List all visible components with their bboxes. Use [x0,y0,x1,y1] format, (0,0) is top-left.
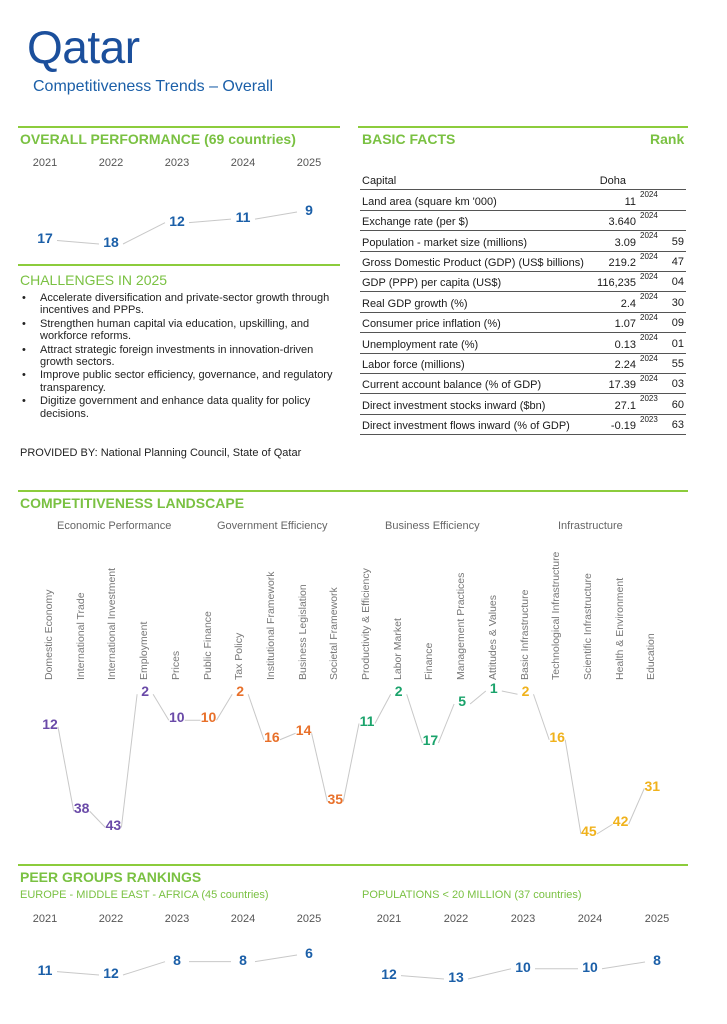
fact-value: 17.39 [608,379,636,392]
factor-label: Tax Policy [233,632,246,680]
fact-row [360,272,686,292]
fact-label: Direct investment stocks inward ($bn) [362,399,546,412]
fact-label: Direct investment flows inward (% of GDP) [362,420,570,433]
year-label: 2025 [644,913,670,925]
factor-rank: 5 [458,693,466,709]
fact-rank: 04 [671,276,684,289]
fact-label: Unemployment rate (%) [362,338,479,351]
trend-connector [123,962,165,975]
year-label: 2021 [376,913,402,925]
factor-label: Public Finance [201,611,214,680]
fact-year: 2024 [640,374,658,383]
challenge-item: • Accelerate diversification and private-sector growth through incentives and PPPs. [20,292,340,317]
factor-label: Societal Framework [328,587,341,680]
factor-label: Labor Market [391,618,404,680]
fact-label: Real GDP growth (%) [362,297,468,310]
rank-value: 11 [235,209,251,226]
factor-rank: 31 [644,777,661,794]
fact-row [360,211,686,231]
rank-value: 6 [305,945,313,961]
factor-rank: 45 [581,823,597,839]
rank-value: 11 [37,961,53,978]
fact-row [360,231,686,251]
rank-value: 9 [305,202,313,218]
factor-rank: 2 [394,683,403,700]
factor-rank: 2 [236,683,245,700]
factor-label: Productivity & Efficiency [360,568,372,680]
fact-label: Land area (square km '000) [362,195,497,208]
pillar-label: Economic Performance [57,520,172,532]
year-label: 2023 [164,913,190,925]
fact-label: Labor force (millions) [362,358,465,371]
trend-connector [57,240,99,244]
fact-row [360,333,686,353]
peer-group-name: POPULATIONS < 20 MILLION (37 countries) [362,889,582,901]
year-label: 2023 [510,913,536,925]
factor-rank: 2 [141,683,149,700]
year-label: 2021 [32,157,58,169]
fact-row [360,394,686,414]
year-label: 2025 [296,157,322,169]
factor-label: Domestic Economy [43,589,55,680]
factor-label: Finance [423,642,436,680]
pillar-label: Business Efficiency [385,520,480,532]
fact-rank: 30 [671,296,684,309]
peer-groups-heading: PEER GROUPS RANKINGS [20,869,202,885]
factor-label: Attitudes & Values [486,594,499,680]
fact-rank: 60 [671,398,684,411]
fact-year: 2024 [640,292,658,302]
factor-rank: 10 [200,709,217,726]
pillar-label: Government Efficiency [217,520,328,532]
fact-row [360,354,686,374]
fact-row [360,374,686,394]
factor-label: Technological Infrastructure [550,551,563,680]
fact-label: Gross Domestic Product (GDP) (US$ billions) [362,256,584,269]
fact-label: Population - market size (millions) [362,236,528,249]
rank-value: 12 [381,965,397,982]
fact-year: 2024 [640,251,658,261]
trend-connector [602,962,645,969]
fact-value: 27.1 [614,399,636,412]
rank-value: 8 [653,952,661,968]
trend-connector [255,955,297,962]
factor-label: Prices [169,650,182,680]
fact-row [360,252,686,272]
fact-value: 1.07 [614,318,636,331]
factor-rank: 38 [73,800,90,817]
factor-rank: 42 [612,813,629,830]
fact-year: 2023 [640,394,658,404]
year-label: 2024 [577,913,603,925]
factor-rank: 12 [42,715,58,732]
year-label: 2024 [230,913,256,925]
factor-label: Employment [138,621,151,680]
challenge-item: • Digitize government and enhance data quality for policy decisions. [20,395,340,420]
factor-label: Education [645,633,658,680]
fact-year: 2024 [640,231,658,241]
rank-value: 8 [239,951,247,968]
factor-label: Basic Infrastructure [518,589,531,680]
factor-label: International Investment [106,567,119,680]
fact-value: 2.4 [620,297,636,310]
rank-value: 12 [169,212,185,229]
fact-value: -0.19 [610,420,636,433]
fact-row [360,313,686,333]
challenges-list [20,292,340,421]
factor-rank: 35 [327,790,344,807]
year-label: 2022 [443,913,469,925]
fact-label: Consumer price inflation (%) [362,318,501,331]
year-label: 2025 [296,913,322,925]
fact-value: 116,235 [597,277,636,290]
rank-value: 10 [515,958,531,975]
trend-connector [255,212,297,219]
fact-year: 2024 [640,312,658,322]
fact-row [360,170,686,190]
trend-connector [401,976,444,979]
factor-rank: 2 [521,683,530,700]
fact-value: 2.24 [614,358,636,371]
landscape-heading: COMPETITIVENESS LANDSCAPE [20,495,245,511]
fact-rank: 63 [671,419,684,432]
fact-value: 3.640 [608,216,636,229]
trend-connector [468,969,511,979]
page-title: Qatar [27,21,140,73]
fact-row [360,190,686,210]
factor-label: International Trade [74,592,87,680]
fact-rank: 09 [671,317,684,330]
challenge-item: • Strengthen human capital via education, upskilling, and workforce reforms. [20,318,340,343]
factor-rank: 10 [169,709,185,726]
peer-group-name: EUROPE - MIDDLE EAST - AFRICA (45 countries) [20,889,269,901]
page-subtitle: Competitiveness Trends – Overall [33,78,274,95]
fact-value: Doha [599,175,626,188]
rank-value: 13 [448,969,464,985]
fact-year: 2024 [640,272,658,281]
factor-rank: 11 [359,712,375,729]
rank-value: 17 [37,230,53,247]
rank-value: 8 [173,951,181,968]
fact-rank: 01 [671,337,684,350]
factor-rank: 14 [295,722,312,739]
fact-year: 2024 [640,333,658,343]
factor-label: Health & Environment [613,577,626,680]
fact-label: Current account balance (% of GDP) [362,379,542,392]
factor-label: Business Legislation [296,584,309,680]
landscape-connector [565,740,581,834]
fact-rank: 55 [671,357,684,370]
factor-rank: 43 [105,816,122,833]
year-label: 2021 [32,913,58,925]
landscape-connector [58,727,74,812]
year-label: 2022 [98,157,124,169]
pillar-label: Infrastructure [558,520,623,532]
factor-rank: 17 [422,732,439,748]
factor-rank: 16 [549,728,565,745]
fact-value: 11 [624,195,636,208]
year-label: 2024 [230,157,256,169]
fact-value: 219.2 [608,256,636,269]
fact-year: 2024 [640,353,658,363]
challenge-item: • Improve public sector efficiency, governance, and regulatory transparency. [20,369,340,394]
landscape-connector [121,694,137,827]
factor-label: Management Practices [455,572,468,680]
fact-label: Exchange rate (per $) [362,216,469,229]
trend-connector [123,223,165,244]
challenges-heading: CHALLENGES IN 2025 [20,272,168,288]
trend-connector [189,219,231,223]
fact-year: 2024 [640,190,658,200]
overall-performance-heading: OVERALL PERFORMANCE (69 countries) [20,131,296,147]
fact-label: Capital [362,175,397,188]
fact-year: 2024 [640,210,658,220]
fact-value: 0.13 [614,338,636,351]
factor-label: Institutional Framework [264,571,277,680]
challenge-item: • Attract strategic foreign investments in innovation-driven growth sectors. [20,344,340,369]
provided-by: PROVIDED BY: National Planning Council, State of Qatar [20,447,302,459]
year-label: 2022 [98,913,124,925]
fact-row [360,292,686,312]
fact-rank: 03 [671,378,684,391]
fact-value: 3.09 [614,236,636,249]
rank-value: 10 [582,958,598,975]
factor-rank: 1 [489,680,498,696]
rank-value: 18 [103,234,119,250]
rank-value: 12 [103,965,119,981]
trend-connector [57,972,99,975]
basic-facts-rank-heading: Rank [650,131,685,147]
fact-row [360,415,686,435]
factor-rank: 16 [264,728,280,745]
year-label: 2023 [164,157,190,169]
basic-facts-heading: BASIC FACTS [362,131,456,147]
fact-rank: 47 [671,255,684,268]
fact-label: GDP (PPP) per capita (US$) [362,277,502,290]
fact-rank: 59 [671,235,684,248]
fact-year: 2023 [640,414,658,424]
factor-label: Scientific Infrastructure [581,573,594,680]
